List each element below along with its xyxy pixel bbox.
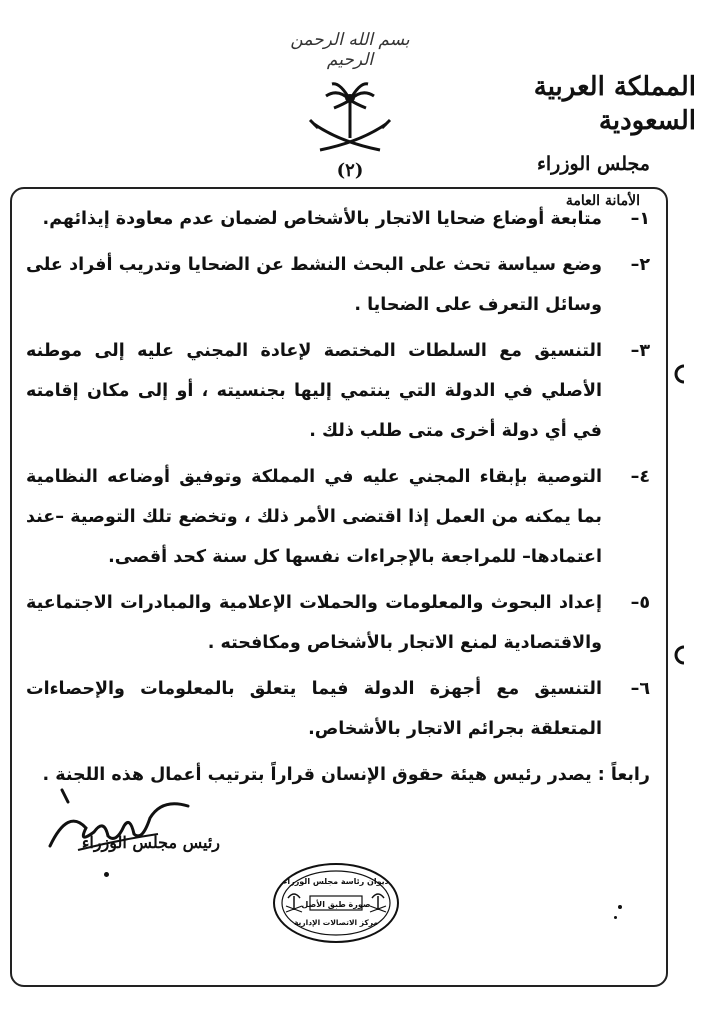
- stamp-line-1: ديوان رئاسة مجلس الوزراء: [283, 877, 389, 886]
- list-item: [26, 669, 650, 749]
- stamp-emblem-right-icon: [370, 894, 386, 912]
- list-item: [26, 583, 650, 663]
- item-number: ١–: [630, 209, 650, 229]
- item-number: ٦–: [630, 679, 650, 699]
- list-item: [26, 457, 650, 577]
- stamp-line-3: مركز الاتصالات الإدارية: [293, 918, 379, 927]
- signatory-title: رئيس مجلس الوزراء: [81, 833, 220, 852]
- list-item: [26, 199, 650, 239]
- item-text: وضع سياسة تحث على البحث النشط عن الضحايا وتدريب أفراد على وسائل التعرف على الضحايا .: [26, 255, 602, 315]
- item-text: التنسيق مع السلطات المختصة لإعادة المجني عليه إلى موطنه الأصلي في الدولة التي ينتمي إليها بجنسيته ، أو إلى مكان إقامته في أي دولة أخرى متى طلب ذلك .: [26, 341, 602, 441]
- page-number: (٢): [336, 160, 364, 181]
- item-number: ٣–: [630, 341, 650, 361]
- item-number: ٤–: [630, 467, 650, 487]
- item-text: التنسيق مع أجهزة الدولة فيما يتعلق بالمعلومات والإحصاءات المتعلقة بجرائم الاتجار بالأشخاص.: [26, 679, 602, 739]
- official-stamp: [272, 862, 400, 944]
- ink-dot: [618, 905, 622, 909]
- item-text: متابعة أوضاع ضحايا الاتجار بالأشخاص لضمان عدم معاودة إيذائهم.: [42, 209, 602, 229]
- list-item: [26, 245, 650, 325]
- item-text: إعداد البحوث والمعلومات والحملات الإعلامية والمبادرات الاجتماعية والاقتصادية لمنع الاتجار بالأشخاص ومكافحته .: [26, 593, 602, 653]
- item-number: ٢–: [630, 255, 650, 275]
- letterhead-council: مجلس الوزراء: [536, 153, 650, 175]
- basmala: بسم الله الرحمن الرحيم: [290, 30, 410, 70]
- binder-hole-icon: [668, 645, 688, 665]
- list-item: [26, 331, 650, 451]
- letterhead-secretariat: الأمانة العامة: [565, 193, 640, 209]
- ink-dot: [614, 916, 617, 919]
- binder-hole-icon: [668, 364, 688, 384]
- ink-dot: [104, 872, 109, 877]
- item-text: التوصية بإبقاء المجني عليه في المملكة وتوفيق أوضاعه النظامية بما يمكنه من العمل إذا اقتضى الأمر ذلك ، وتخضع تلك التوصية –عند اعتمادها– للمراجعة بالإجراءات نفسها كل سنة كحد أقصى.: [26, 467, 602, 567]
- closing-clause: رابعاً : يصدر رئيس هيئة حقوق الإنسان قراراً بترتيب أعمال هذه اللجنة .: [42, 765, 650, 785]
- item-number: ٥–: [630, 593, 650, 613]
- stamp-emblem-left-icon: [286, 894, 302, 912]
- stamp-line-2: صورة طبق الأصل: [301, 900, 371, 909]
- letterhead-kingdom: المملكة العربية السعودية: [533, 72, 696, 136]
- resolution-text: [26, 199, 650, 795]
- saudi-emblem-icon: [300, 78, 400, 156]
